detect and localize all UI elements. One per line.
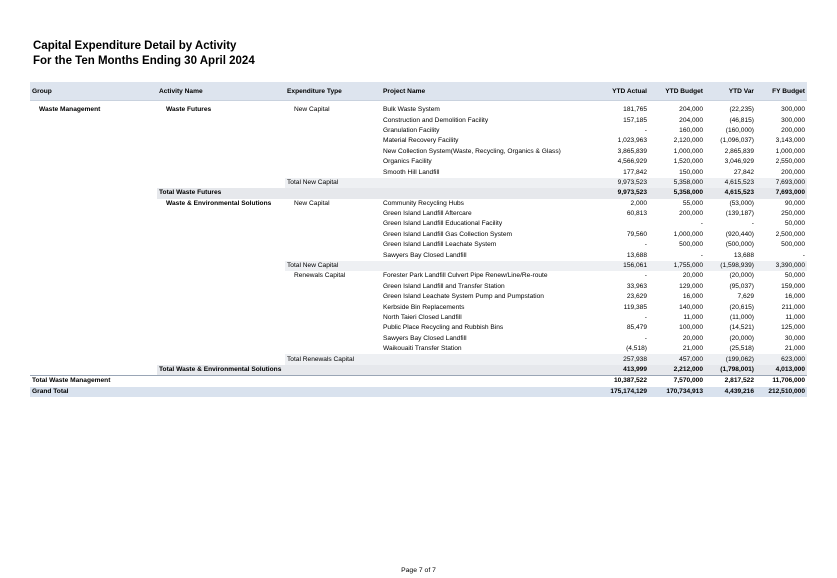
table-cell [30,282,157,292]
ytd-budget-cell: 500,000 [679,241,703,249]
ytd-var-cell: 4,615,523 [705,188,756,198]
ytd-var-cell: 27,842 [733,168,754,176]
ytd-actual-cell: 9,973,523 [591,178,649,188]
table-cell [30,240,157,250]
ytd-budget-cell: - [700,251,703,259]
table-row [30,115,807,125]
expenditure-type-cell: New Capital [294,106,330,114]
fy-budget-cell: 50,000 [784,272,805,280]
ytd-actual-cell: - [644,126,647,134]
col-header-project: Project Name [381,82,591,101]
table-cell [157,354,285,364]
ytd-budget-cell: 150,000 [679,168,703,176]
table-cell [381,387,591,397]
table-row [30,209,807,219]
ytd-budget-cell: 2,120,000 [673,137,703,145]
expenditure-type-cell: Renewals Capital [294,272,346,280]
ytd-var-cell: (1,598,939) [705,261,756,271]
ytd-actual-cell: 2,000 [630,199,647,207]
col-header-type: Expenditure Type [285,82,381,101]
table-cell [30,219,157,229]
project-name-cell: Forester Park Landfill Culvert Pipe Renew/Line/Re-route [383,272,548,280]
table-cell [381,178,591,188]
table-row [30,271,807,281]
ytd-actual-cell: - [644,334,647,342]
ytd-var-cell: (14,521) [729,324,754,332]
fy-budget-cell: 1,000,000 [775,147,805,155]
ytd-var-cell: (500,000) [725,241,754,249]
ytd-var-cell: 4,615,523 [705,178,756,188]
table-cell [285,147,381,157]
table-row [30,250,807,260]
table-cell [30,354,157,364]
type-total-cell: Total New Capital [285,261,381,271]
project-name-cell: Material Recovery Facility [383,137,459,145]
table-cell [30,178,157,188]
table-cell [285,219,381,229]
activity-total-cell: Total Waste Futures [157,188,285,198]
group-total-cell: Total Waste Management [30,376,285,387]
expenditure-type-cell: New Capital [294,199,330,207]
fy-budget-cell: 3,390,000 [756,261,807,271]
ytd-var-cell: 2,865,839 [724,147,754,155]
project-name-cell: Green Island Landfill and Transfer Station [383,282,505,290]
fy-budget-cell: 21,000 [784,345,805,353]
table-cell [381,188,591,198]
ytd-var-cell: (20,000) [729,272,754,280]
table-row [30,313,807,323]
project-name-cell: Green Island Leachate System Pump and Pumpstation [383,293,544,301]
table-row [30,282,807,292]
project-name-cell: Smooth Hill Landfill [383,168,440,176]
fy-budget-cell: 7,693,000 [756,188,807,198]
ytd-budget-cell: 21,000 [682,345,703,353]
ytd-actual-cell: - [644,314,647,321]
table-cell [285,250,381,260]
table-cell [30,271,157,281]
fy-budget-cell: 2,500,000 [775,230,805,238]
ytd-actual-cell: 4,566,929 [617,158,647,166]
table-cell [157,313,285,323]
fy-budget-cell: 50,000 [784,220,805,228]
table-cell [30,334,157,344]
fy-budget-cell: 159,000 [781,282,805,290]
table-cell [30,292,157,302]
project-name-cell: Bulk Waste System [383,106,440,114]
project-name-cell: Granulation Facility [383,126,440,134]
ytd-var-cell: - [751,220,754,228]
table-row [30,365,807,376]
group-name-cell: Waste Management [39,106,101,114]
table-cell [285,344,381,354]
col-header-ytd-actual: YTD Actual [591,82,649,101]
ytd-budget-cell: 11,000 [683,314,703,321]
ytd-actual-cell: 177,842 [623,168,647,176]
table-cell [285,136,381,146]
project-name-cell: Green Island Landfill Gas Collection System [383,230,513,238]
ytd-budget-cell: 200,000 [679,210,703,218]
table-cell [285,302,381,312]
ytd-var-cell: (25,518) [729,345,754,353]
fy-budget-cell: 7,693,000 [756,178,807,188]
report-subtitle: For the Ten Months Ending 30 April 2024 [33,55,255,67]
table-cell [285,334,381,344]
table-cell [381,354,591,364]
activity-total-cell: Total Waste & Environmental Solutions [157,365,381,376]
fy-budget-cell: 11,000 [785,314,805,321]
table-row [30,323,807,333]
ytd-budget-cell: 5,358,000 [649,178,705,188]
table-row [30,261,807,271]
project-name-cell: Waikouaiti Transfer Station [383,345,462,353]
table-row [30,126,807,136]
table-row [30,302,807,312]
table-cell [285,313,381,323]
ytd-actual-cell: 156,061 [591,261,649,271]
activity-name-cell: Waste Futures [166,106,212,114]
fy-budget-cell: 125,000 [781,324,805,332]
table-cell [157,178,285,188]
table-cell [30,136,157,146]
ytd-var-cell: 13,688 [733,251,754,259]
fy-budget-cell: 500,000 [781,241,805,249]
table-cell [157,344,285,354]
ytd-actual-cell: 119,385 [623,303,647,311]
table-cell [285,230,381,240]
ytd-var-cell: (139,187) [725,210,754,218]
type-total-cell: Total Renewals Capital [285,354,381,364]
ytd-actual-cell [591,219,649,229]
project-name-cell: Organics Facility [383,158,432,166]
table-cell [30,167,157,177]
project-name-cell: North Taieri Closed Landfill [383,314,462,321]
fy-budget-cell: 3,143,000 [775,137,805,145]
ytd-budget-cell: 204,000 [679,106,703,114]
table-cell [30,323,157,333]
table-row [30,240,807,250]
table-cell [157,147,285,157]
table-row [30,136,807,146]
report-title: Capital Expenditure Detail by Activity [33,40,237,52]
ytd-var-cell: (1,096,037) [720,137,754,145]
capex-table [30,82,807,397]
fy-budget-cell: 300,000 [781,106,805,114]
table-cell [30,115,157,125]
table-cell [30,302,157,312]
table-cell [381,365,591,376]
ytd-actual-cell: 413,999 [591,365,649,376]
table-cell [285,115,381,125]
table-row [30,178,807,188]
page-number: Page 7 of 7 [401,567,436,574]
ytd-var-cell: (1,798,001) [705,365,756,376]
table-cell [285,240,381,250]
ytd-actual-cell: 23,629 [626,293,647,301]
table-cell [30,147,157,157]
table-row [30,292,807,302]
col-header-fy-budget: FY Budget [756,82,807,101]
table-cell [157,167,285,177]
table-cell [157,271,285,281]
ytd-var-cell: (11,000) [729,314,754,321]
table-cell [285,126,381,136]
col-header-ytd-budget: YTD Budget [649,82,705,101]
ytd-budget-cell: 1,000,000 [673,147,703,155]
ytd-var-cell: (20,000) [729,334,754,342]
ytd-actual-cell: 33,963 [626,282,647,290]
table-cell [30,344,157,354]
fy-budget-cell: 16,000 [784,293,805,301]
table-row [30,344,807,354]
report-header [33,39,255,69]
fy-budget-cell: 212,510,000 [756,387,807,397]
fy-budget-cell: 200,000 [781,126,805,134]
ytd-budget-cell: - [700,220,703,228]
ytd-budget-cell: 100,000 [679,324,703,332]
table-cell [157,126,285,136]
ytd-budget-cell: 16,000 [682,293,703,301]
table-row [30,105,807,115]
type-total-cell: Total New Capital [285,178,381,188]
table-cell [30,126,157,136]
fy-budget-cell: 2,550,000 [775,158,805,166]
table-cell [157,115,285,125]
table-cell [30,230,157,240]
col-header-group: Group [30,82,157,101]
ytd-var-cell: (53,000) [729,199,754,207]
table-cell [285,376,381,387]
table-cell [157,334,285,344]
ytd-var-cell: (46,815) [729,116,754,124]
table-cell [285,209,381,219]
ytd-var-cell: 2,817,522 [705,376,756,387]
table-cell [157,292,285,302]
table-row [30,219,807,229]
fy-budget-cell: 300,000 [781,116,805,124]
ytd-budget-cell: 204,000 [679,116,703,124]
table-cell [285,323,381,333]
ytd-var-cell: (95,037) [729,282,754,290]
table-cell [157,323,285,333]
ytd-actual-cell: 85,479 [626,324,647,332]
table-cell [285,157,381,167]
ytd-actual-cell: 79,560 [626,230,647,238]
ytd-budget-cell: 20,000 [682,272,703,280]
activity-name-cell: Waste & Environmental Solutions [166,199,272,207]
project-name-cell: New Collection System(Waste, Recycling, Organics & Glass) [383,147,561,155]
table-cell [285,387,381,397]
fy-budget-cell: 11,706,000 [756,376,807,387]
table-row [30,167,807,177]
ytd-actual-cell: 257,938 [591,354,649,364]
project-name-cell: Community Recycling Hubs [383,199,464,207]
project-name-cell: Green Island Landfill Aftercare [383,210,472,218]
table-cell [30,261,157,271]
table-cell [285,188,381,198]
project-name-cell: Public Place Recycling and Rubbish Bins [383,324,504,332]
table-row [30,334,807,344]
header-row [30,82,807,101]
ytd-actual-cell: 3,865,839 [617,147,647,155]
fy-budget-cell: 30,000 [784,334,805,342]
ytd-var-cell: 3,046,929 [724,158,754,166]
ytd-var-cell: 4,439,216 [705,387,756,397]
table-row [30,188,807,198]
table-cell [157,250,285,260]
table-cell [30,209,157,219]
col-header-ytd-var: YTD Var [705,82,756,101]
table-row [30,376,807,387]
table-cell [30,188,157,198]
ytd-budget-cell: 55,000 [682,199,703,207]
ytd-actual-cell: 175,174,129 [591,387,649,397]
fy-budget-cell: 250,000 [781,210,805,218]
table-cell [30,313,157,323]
table-cell [285,167,381,177]
ytd-budget-cell: 2,212,000 [649,365,705,376]
table-cell [381,261,591,271]
ytd-budget-cell: 7,570,000 [649,376,705,387]
ytd-var-cell: (20,615) [729,303,754,311]
grand-total-cell: Grand Total [30,387,285,397]
ytd-actual-cell: 181,765 [623,106,647,114]
ytd-budget-cell: 1,755,000 [649,261,705,271]
table-cell [157,261,285,271]
table-cell [157,282,285,292]
ytd-budget-cell: 160,000 [679,126,703,134]
fy-budget-cell: 200,000 [781,168,805,176]
ytd-actual-cell: 10,387,522 [591,376,649,387]
table-row [30,387,807,397]
table-cell [30,250,157,260]
table-cell [157,230,285,240]
ytd-actual-cell: 60,813 [626,210,647,218]
ytd-var-cell: (160,000) [725,126,754,134]
ytd-actual-cell: 9,973,523 [591,188,649,198]
table-cell [285,282,381,292]
ytd-var-cell: (920,440) [725,230,754,238]
table-cell [157,209,285,219]
ytd-budget-cell: 140,000 [679,303,703,311]
ytd-budget-cell: 457,000 [649,354,705,364]
fy-budget-cell: 4,013,000 [756,365,807,376]
table-row [30,157,807,167]
fy-budget-cell: - [802,251,805,259]
ytd-budget-cell: 1,520,000 [673,158,703,166]
project-name-cell: Sawyers Bay Closed Landfill [383,251,467,259]
col-header-activity: Activity Name [157,82,285,101]
table-cell [30,199,157,209]
ytd-actual-cell: - [644,272,647,280]
ytd-budget-cell: 170,734,913 [649,387,705,397]
table-cell [157,302,285,312]
ytd-budget-cell: 129,000 [679,282,703,290]
project-name-cell: Sawyers Bay Closed Landfill [383,334,467,342]
table-row [30,147,807,157]
table-row [30,199,807,209]
fy-budget-cell: 90,000 [784,199,805,207]
table-row [30,354,807,364]
ytd-budget-cell: 1,000,000 [673,230,703,238]
ytd-actual-cell: (4,518) [626,345,647,353]
project-name-cell: Green Island Landfill Educational Facility [383,220,503,228]
ytd-actual-cell: 157,185 [623,116,647,124]
fy-budget-cell: 623,000 [756,354,807,364]
ytd-actual-cell: 1,023,963 [617,137,647,145]
ytd-actual-cell: 13,688 [626,251,647,259]
table-cell [157,219,285,229]
table-cell [157,136,285,146]
table-cell [30,157,157,167]
ytd-budget-cell: 5,358,000 [649,188,705,198]
table-cell [285,292,381,302]
table-row [30,230,807,240]
ytd-var-cell: 7,629 [737,293,754,301]
ytd-actual-cell: - [644,241,647,249]
ytd-budget-cell: 20,000 [682,334,703,342]
project-name-cell: Construction and Demolition Facility [383,116,489,124]
fy-budget-cell: 211,000 [781,303,805,311]
table-cell [157,157,285,167]
project-name-cell: Green Island Landfill Leachate System [383,241,497,249]
table-cell [381,376,591,387]
project-name-cell: Kerbside Bin Replacements [383,303,465,311]
table-cell [157,240,285,250]
ytd-var-cell: (199,062) [705,354,756,364]
table-cell [30,365,157,376]
ytd-var-cell: (22,235) [729,106,754,114]
